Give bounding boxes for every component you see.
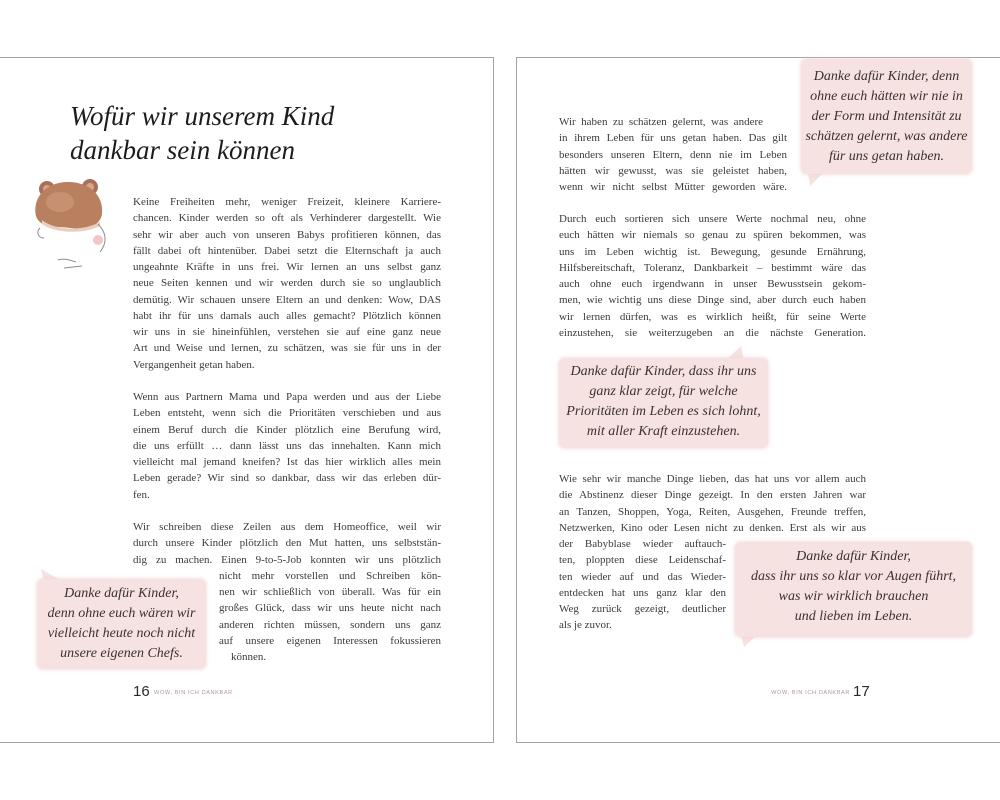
left-paragraph-1 — [133, 194, 441, 373]
text-line: sehr wir aber auch von unseren Babys profitieren können, das — [133, 228, 441, 241]
text-line: besonders unseren Eltern, denn nie im Leben — [559, 148, 787, 161]
baby-with-bear-ear-hat-illustration-icon — [30, 176, 110, 271]
bubble-line: dass ihr uns so klar vor Augen führt, — [750, 569, 957, 584]
bubble-line: Danke dafür Kinder, denn — [813, 69, 960, 84]
text-line: Hilfsbereitschaft, Toleranz, Dankbarkeit – bestimmt wäre das — [559, 261, 866, 274]
text-line: fen. — [133, 488, 150, 501]
text-line: Leben entsteht, wenn sich die Prioritäten verschieben und aus — [133, 407, 441, 420]
text-line: ten wieder auf und das Wieder- — [559, 570, 726, 583]
text-line: großes Glück, dass wir uns heute nicht nach — [219, 602, 441, 615]
text-line: Wie sehr wir manche Dinge lieben, das hat uns vor allem auch — [559, 473, 866, 485]
bubble-line: der Form und Intensität zu — [811, 109, 962, 124]
right-top-bubble-tail — [808, 172, 824, 186]
text-line: nicht mehr vorstellen und Schreiben kön- — [219, 569, 441, 582]
text-line: entdecken hat uns ganz klar den — [559, 586, 726, 599]
text-line: hätten wir gewusst, was sie geleistet haben, — [559, 164, 787, 177]
speech-bubble-text — [559, 362, 768, 442]
text-line: habt ihr für uns damals auch alles gemacht? Plötzlich können — [133, 309, 441, 322]
text-line: durch unsere Kinder plötzlich den Mut hatten, uns selbststän- — [133, 537, 441, 550]
text-line: in ihrem Leben für uns getan haben. Das gilt — [559, 132, 787, 145]
right-paragraph-2 — [559, 211, 866, 341]
text-line: demütig. Wir schauen unsere Eltern an und denken: Wow, DAS — [133, 293, 441, 306]
bubble-line: und lieben im Leben. — [794, 609, 913, 624]
text-line: Weg zurück gezeigt, deutlicher — [559, 603, 726, 615]
bubble-line: Danke dafür Kinder, — [64, 586, 179, 601]
text-line: dig zu machen. Einen 9-to-5-Job konnten wir uns plötzlich — [133, 553, 441, 566]
running-head-left: WOW, BIN ICH DANKBAR — [154, 690, 233, 696]
text-line: men, wie wichtig uns diese Dinge sind, aber durch euch haben — [559, 294, 866, 307]
right-paragraph-1 — [559, 114, 787, 195]
left-paragraph-2 — [133, 389, 441, 503]
speech-bubble-right-bottom — [735, 542, 972, 637]
speech-bubble-right-middle — [559, 358, 768, 448]
text-line: Keine Freiheiten mehr, weniger Freizeit, kleinere Karriere- — [133, 196, 441, 208]
text-line: wir lernen dürfen, was es wirklich heißt, für seine Werte — [559, 310, 866, 323]
text-line: auch ohne euch irgendwann in unser Bewusstsein gekom- — [559, 278, 866, 290]
text-line: ungeahnte Kräfte in uns frei. Wir lernen an uns selbst ganz — [133, 261, 441, 273]
text-line: Wir haben zu schätzen gelernt, was andere — [559, 116, 763, 128]
bubble-line: vielleicht heute noch nicht — [47, 626, 196, 641]
text-line: anderen richten müssen, sondern uns ganz — [219, 618, 441, 631]
text-line: als je zuvor. — [559, 619, 612, 632]
page-number-left: 16 — [133, 683, 150, 700]
text-line: Leben gerade? Wir sind so dankbar, dass wir das erleben dür- — [133, 472, 441, 485]
speech-bubble-text — [801, 67, 972, 167]
text-line: auf unsere eigenen Interessen fokussieren — [219, 634, 441, 647]
text-line: vielleicht mal jemand kneifen? Ist das hier wirklich alles mein — [133, 456, 441, 468]
text-line: nen wir schließlich von überall. Was für ein — [219, 586, 441, 598]
page-number-right: 17 — [853, 683, 870, 700]
text-line: wenn wir nicht selbst Mütter geworden wäre. — [559, 181, 787, 193]
text-line: neue Seiten kennen und wir werden durch sie so unglaublich — [133, 277, 441, 290]
bubble-line: mit aller Kraft einzustehen. — [586, 424, 741, 439]
text-line: ten, ploppten diese Leidenschaf- — [559, 554, 726, 567]
bubble-line: Danke dafür Kinder, dass ihr uns — [570, 364, 757, 379]
text-line: chancen. Kinder werden so oft als Verhinderer dargestellt. Wie — [133, 212, 441, 225]
bubble-line: Prioritäten im Leben es sich lohnt, — [566, 404, 761, 419]
text-line: die uns erfüllt … dann lässt uns das innehalten. Kann mich — [133, 439, 441, 452]
text-line: einem Beruf durch die Kinder plötzlich eine Berufung wird, — [133, 423, 441, 436]
bubble-line: Danke dafür Kinder, — [796, 549, 911, 564]
bubble-line: unsere eigenen Chefs. — [60, 646, 183, 661]
text-line: Netzwerken, Kino oder Lesen nicht zu denken. Erst als wir aus — [559, 521, 866, 534]
text-line: einzustehen, sie weiterzugeben an die nächste Generation. — [559, 326, 866, 339]
text-line: euch hätten wir niemals so genau zu spüren bekommen, was — [559, 229, 866, 242]
bubble-line: was wir wirklich brauchen — [778, 589, 929, 604]
text-line: Wir schreiben diese Zeilen aus dem Homeoffice, weil wir — [133, 521, 441, 533]
speech-bubble-right-top — [801, 59, 972, 174]
text-line: Art und Weise und lernen, zu schätzen, was sie für uns in der — [133, 342, 441, 355]
speech-bubble-text — [37, 584, 206, 664]
text-line: Durch euch sortieren sich unsere Werte nochmal neu, ohne — [559, 213, 866, 225]
text-line: an Tanzen, Shoppen, Yoga, Reiten, Ausgehen, Freunde treffen, — [559, 505, 866, 518]
bubble-line: ohne euch hätten wir nie in — [810, 89, 963, 104]
running-head-right: WOW, BIN ICH DANKBAR — [771, 690, 850, 696]
text-line: Vergangenheit getan haben. — [133, 358, 255, 371]
text-line: uns im Leben wichtig ist. Bewegung, gesunde Ernährung, — [559, 245, 866, 258]
text-line: Wenn aus Partnern Mama und Papa werden und aus der Liebe — [133, 391, 441, 403]
chapter-title-line: Wofür wir unserem Kind — [70, 101, 335, 131]
text-line: die Abstinenz dieser Dinge gezeigt. In den ersten Jahren war — [559, 489, 866, 502]
text-line: können. — [231, 651, 267, 663]
text-line: fällt dabei oft hintenüber. Dabei setzt die Elternschaft ja auch — [133, 244, 441, 257]
bubble-line: denn ohne euch wären wir — [47, 606, 196, 621]
speech-bubble-left — [37, 579, 206, 669]
bubble-line: schätzen gelernt, was andere — [805, 129, 968, 144]
text-line: wir uns in sie hineinfühlen, verstehen sie auf eine ganz neue — [133, 326, 441, 338]
bubble-line: für uns getan haben. — [828, 149, 945, 164]
chapter-title-line: dankbar sein können — [70, 135, 295, 165]
speech-bubble-text — [735, 547, 972, 627]
bubble-line: ganz klar zeigt, für welche — [589, 384, 738, 399]
text-line: der Babyblase wieder auftauch- — [559, 538, 726, 550]
chapter-title — [70, 99, 334, 167]
